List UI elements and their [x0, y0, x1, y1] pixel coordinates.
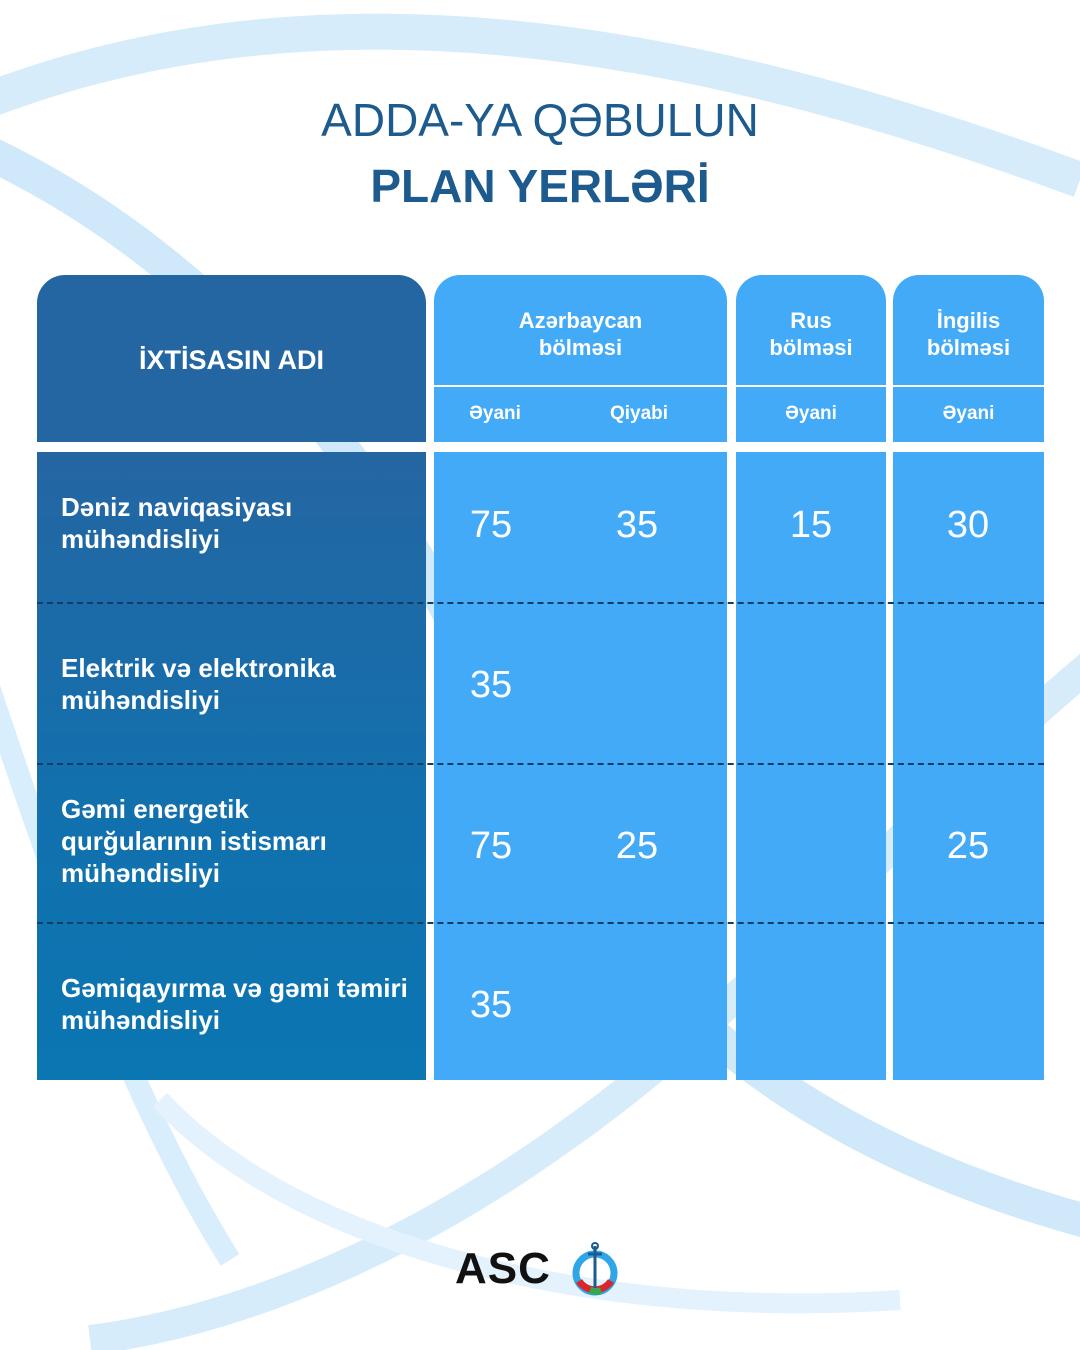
- header-ru-title-text: Rus bölməsi: [769, 308, 853, 360]
- anchor-ring-icon: [571, 1240, 623, 1300]
- row-1-az-qiyabi: 35: [615, 504, 659, 546]
- row-4-specialty: Gəmiqayırma və gəmi təmiri mühəndisliyi: [61, 973, 408, 1035]
- title-line-2: PLAN YERLƏRİ: [370, 160, 710, 212]
- header-en-eyani: Əyani: [942, 403, 995, 424]
- header-az-title: [434, 307, 727, 361]
- row-1-az-eyani: 75: [469, 504, 513, 546]
- header-az-title-text: Azərbaycan bölməsi: [518, 308, 643, 360]
- row-divider: [37, 602, 1044, 604]
- row-1-eng-eyani: 30: [946, 504, 990, 546]
- header-english-section: [893, 275, 1044, 442]
- header-separator: [736, 385, 886, 387]
- row-3-az-eyani: 75: [469, 825, 513, 867]
- header-specialty-label: İXTİSASIN ADI: [138, 345, 325, 375]
- row-divider: [37, 922, 1044, 924]
- row-2-az-eyani: 35: [469, 664, 513, 706]
- header-specialty-name: [37, 275, 426, 442]
- header-az-eyani: Əyani: [469, 403, 521, 424]
- title-line-1: ADDA-YA QƏBULUN: [321, 94, 759, 146]
- header-russian-section: [736, 275, 886, 442]
- row-3-specialty: Gəmi energetik qurğularının istismarı mühəndisliyi: [61, 794, 327, 888]
- row-3-eng-eyani: 25: [946, 825, 990, 867]
- header-en-title: [893, 307, 1044, 361]
- header-az-qiyabi: Qiyabi: [609, 403, 669, 424]
- row-1-specialty: Dəniz naviqasiyası mühəndisliyi: [61, 492, 293, 554]
- row-3-az-qiyabi: 25: [615, 825, 659, 867]
- header-separator: [434, 385, 727, 387]
- logo-text: ASC: [455, 1244, 551, 1293]
- row-divider: [37, 763, 1044, 765]
- row-4-az-eyani: 35: [469, 984, 513, 1026]
- header-separator: [893, 385, 1044, 387]
- header-en-title-text: İngilis bölməsi: [926, 308, 1011, 360]
- row-1-rus-eyani: 15: [789, 504, 833, 546]
- row-2-specialty: Elektrik və elektronika mühəndisliyi: [61, 653, 336, 715]
- header-azerbaijani-section: [434, 275, 727, 442]
- asco-logo: [455, 1240, 625, 1300]
- header-ru-title: [736, 307, 886, 361]
- header-ru-eyani: Əyani: [785, 403, 837, 424]
